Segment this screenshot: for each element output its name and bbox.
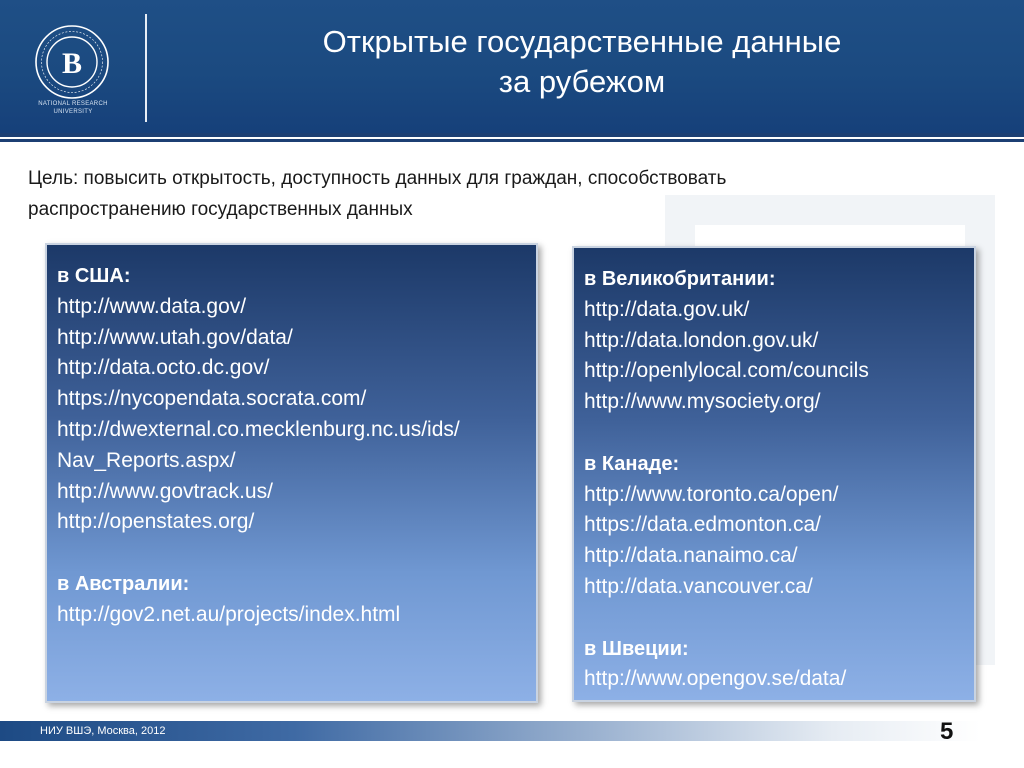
usa-link[interactable]: https://nycopendata.socrata.com/ — [57, 387, 367, 411]
uk-link[interactable]: http://data.gov.uk/ — [584, 297, 750, 321]
canada-link[interactable]: http://data.nanaimo.ca/ — [584, 544, 798, 568]
slide-title — [180, 22, 984, 102]
usa-link[interactable]: Nav_Reports.aspx/ — [57, 448, 236, 472]
logo-caption-line2: UNIVERSITY — [53, 109, 93, 115]
usa-link[interactable]: http://data.octo.dc.gov/ — [57, 356, 270, 380]
section-gap — [57, 538, 526, 569]
usa-link[interactable]: http://www.govtrack.us/ — [57, 479, 273, 503]
uk-link[interactable]: http://www.mysociety.org/ — [584, 390, 821, 414]
australia-heading: в Австралии: — [57, 572, 190, 595]
hse-logo-icon — [32, 22, 112, 102]
usa-link[interactable]: http://dwexternal.co.mecklenburg.nc.us/ids/ — [57, 417, 460, 441]
goal-line1: Цель: повысить открытость, доступность данных для граждан, способствовать — [28, 168, 727, 189]
canada-link[interactable]: http://www.toronto.ca/open/ — [584, 482, 839, 506]
header-rule-thin — [0, 139, 1024, 142]
logo-letter: В — [61, 47, 83, 80]
logo-caption-line1: NATIONAL RESEARCH — [38, 101, 108, 107]
australia-link[interactable]: http://gov2.net.au/projects/index.html — [57, 602, 401, 626]
title-line2: за рубежом — [498, 64, 666, 99]
section-gap — [584, 418, 964, 449]
logo-caption — [18, 100, 128, 116]
usa-heading: в США: — [57, 265, 131, 287]
uk-heading: в Великобритании: — [584, 268, 776, 290]
page-number: 5 — [940, 718, 954, 745]
header-rule-thick — [0, 133, 1024, 137]
uk-link[interactable]: http://data.london.gov.uk/ — [584, 328, 819, 352]
sweden-heading: в Швеции: — [584, 637, 689, 660]
canada-link[interactable]: http://data.vancouver.ca/ — [584, 574, 813, 598]
title-line1: Открытые государственные данные — [322, 24, 842, 59]
right-panel — [572, 246, 976, 702]
usa-link[interactable]: http://www.utah.gov/data/ — [57, 325, 293, 349]
uk-link[interactable]: http://openlylocal.com/councils — [584, 359, 869, 383]
goal-text — [28, 163, 968, 225]
usa-link[interactable]: http://www.data.gov/ — [57, 294, 247, 318]
footer-text: НИУ ВШЭ, Москва, 2012 — [40, 725, 166, 737]
section-gap — [584, 603, 964, 634]
goal-line2: распространению государственных данных — [28, 199, 413, 220]
header-divider — [145, 14, 147, 122]
usa-link[interactable]: http://openstates.org/ — [57, 510, 255, 534]
sweden-link[interactable]: http://www.opengov.se/data/ — [584, 667, 847, 691]
left-panel — [45, 243, 538, 703]
canada-heading: в Канаде: — [584, 452, 680, 475]
canada-link[interactable]: https://data.edmonton.ca/ — [584, 513, 821, 537]
